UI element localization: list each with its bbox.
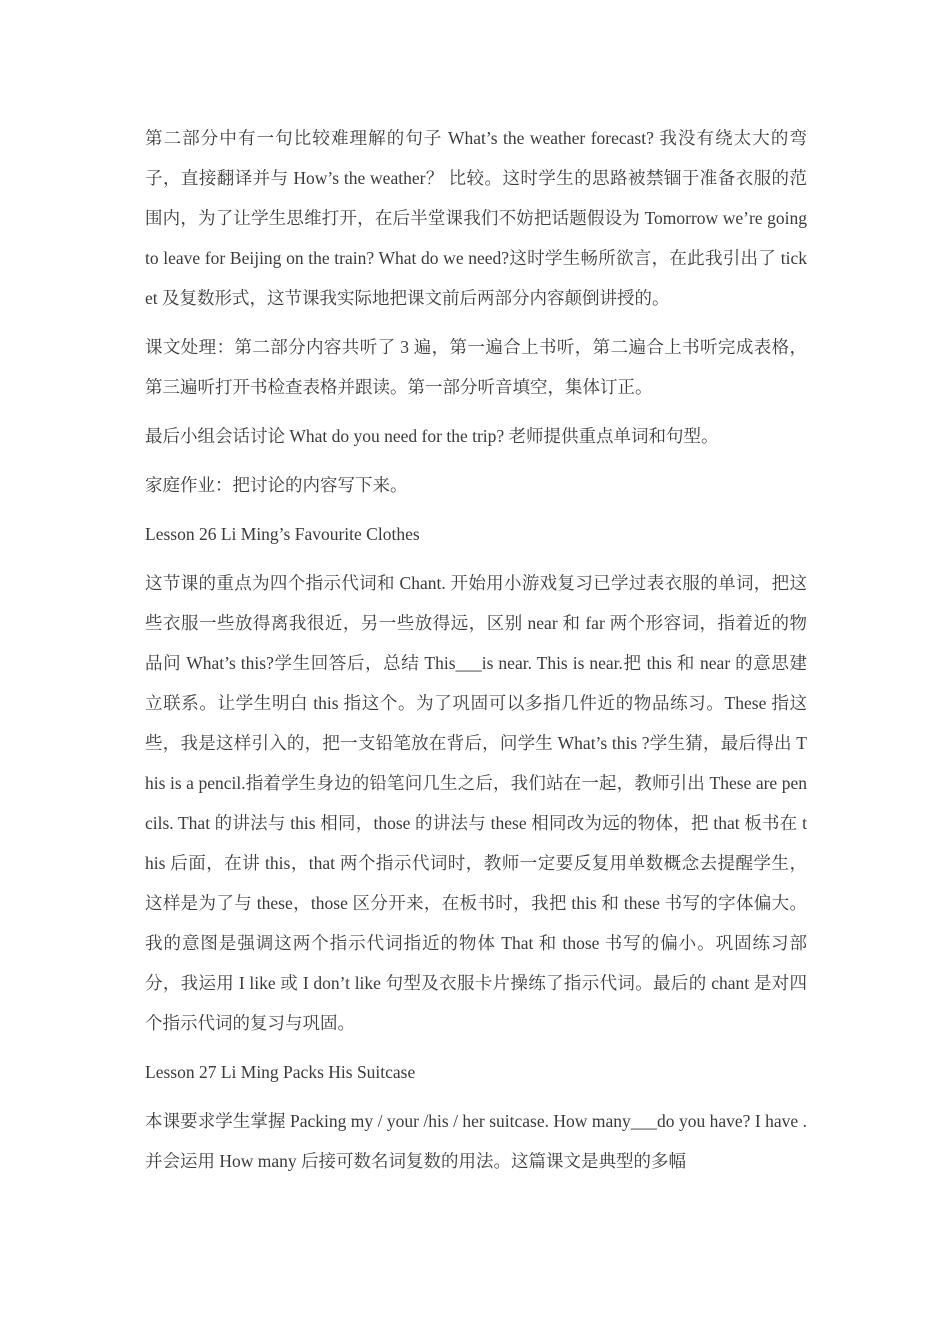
paragraph-weather-forecast: 第二部分中有一句比较难理解的句子 What’s the weather forecast? 我没有绕太大的弯子，直接翻译并与 How’s the weather？ 比较。这时学生的思路被禁锢于准备衣服的范围内，为了让学生思维打开，在后半堂课我们不妨把话题假设为 Tomorrow we’re going to leave for Beijing on the train? What do we need?这时学生畅所欲言，在此我引出了 ticket 及复数形式，这节课我实际地把课文前后两部分内容颠倒讲授的。 xyxy=(145,128,807,308)
paragraph-text-processing: 课文处理：第二部分内容共听了 3 遍，第一遍合上书听，第二遍合上书听完成表格，第三遍听打开书检查表格并跟读。第一部分听音填空，集体订正。 xyxy=(145,337,807,397)
paragraph-homework: 家庭作业：把讨论的内容写下来。 xyxy=(145,475,408,495)
paragraph-group-discussion: 最后小组会话讨论 What do you need for the trip? 老师提供重点单词和句型。 xyxy=(145,426,719,446)
heading-lesson-26: Lesson 26 Li Ming’s Favourite Clothes xyxy=(145,524,420,544)
paragraph-lesson-27-body: 本课要求学生掌握 Packing my / your /his / her suitcase. How many___do you have? I have .并会运用 How many 后接可数名词复数的用法。这篇课文是典型的多幅 xyxy=(145,1111,807,1171)
heading-lesson-27: Lesson 27 Li Ming Packs His Suitcase xyxy=(145,1062,416,1082)
document-page xyxy=(145,118,807,1190)
paragraph-lesson-26-body: 这节课的重点为四个指示代词和 Chant. 开始用小游戏复习已学过表衣服的单词，把这些衣服一些放得离我很近，另一些放得远，区别 near 和 far 两个形容词，指着近的物品问 What’s this?学生回答后，总结 This___is near. This is near.把 this 和 near 的意思建立联系。让学生明白 this 指这个。为了巩固可以多指几件近的物品练习。These 指这些，我是这样引入的，把一支铅笔放在背后，问学生 What’s this ?学生猜，最后得出 This is a pencil.指着学生身边的铅笔问几生之后，我们站在一起，教师引出 These are pencils. That 的讲法与 this 相同，those 的讲法与 these 相同改为远的物体，把 that 板书在 this 后面，在讲 this，that 两个指示代词时，教师一定要反复用单数概念去提醒学生，这样是为了与 these，those 区分开来，在板书时，我把 this 和 these 书写的字体偏大。我的意图是强调这两个指示代词指近的物体 That 和 those 书写的偏小。巩固练习部分，我运用 I like 或 I don’t like 句型及衣服卡片操练了指示代词。最后的 chant 是对四个指示代词的复习与巩固。 xyxy=(145,573,807,1033)
